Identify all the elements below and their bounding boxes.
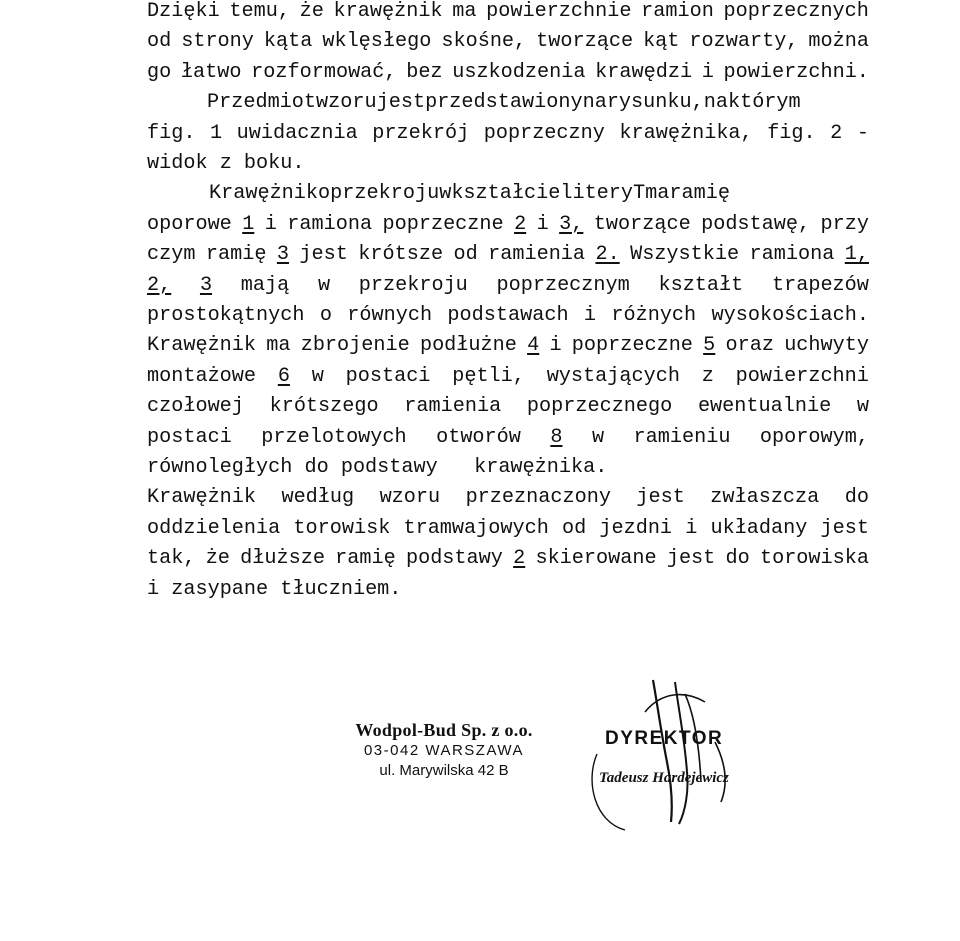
reference-numeral: 2. — [595, 243, 620, 267]
word: tworzące — [536, 30, 634, 54]
word: widok — [147, 152, 208, 175]
reference-numeral: 8 — [550, 425, 563, 449]
text-line — [147, 362, 869, 392]
word: podłużne — [419, 334, 517, 358]
word: torowiska — [759, 547, 869, 571]
word: podstawę, — [701, 212, 811, 236]
word: strony — [181, 30, 254, 54]
word: fig. — [767, 121, 816, 145]
word: 2 — [830, 121, 843, 145]
word: na — [582, 91, 607, 115]
word: postaci — [345, 364, 431, 388]
text-line — [147, 453, 869, 483]
word: i — [264, 212, 277, 236]
reference-numeral: 3, — [559, 212, 584, 236]
word: na — [703, 91, 728, 115]
word: montażowe — [147, 364, 257, 388]
text-line — [147, 392, 869, 422]
word: jest — [299, 243, 348, 267]
word: że — [299, 0, 324, 23]
stamp-postal-city: 03-042 WARSZAWA — [363, 742, 525, 759]
word: rysunku, — [606, 91, 704, 115]
reference-numeral: 5 — [703, 334, 716, 358]
word: przekroju — [330, 182, 440, 206]
word: ma — [645, 182, 670, 206]
word: oporowym, — [759, 425, 869, 449]
reference-numeral: 3 — [276, 243, 289, 267]
word: krótsze — [358, 243, 444, 267]
word: krawężnika. — [449, 456, 608, 479]
word: do — [844, 486, 869, 510]
word: i — [147, 577, 160, 601]
word: od — [453, 243, 478, 267]
word: przy — [820, 212, 869, 236]
word: ramię — [669, 182, 730, 206]
reference-numeral: 2, — [147, 273, 172, 297]
text-line — [147, 301, 869, 331]
word: temu, — [229, 0, 290, 23]
word: przekroju — [358, 273, 468, 297]
word: ramię — [335, 547, 396, 571]
word: różnych — [611, 304, 697, 327]
reference-numeral: 1 — [242, 212, 255, 236]
word: wklęsłego — [322, 30, 432, 54]
text-line — [147, 27, 869, 57]
word: krawężnika, — [619, 121, 753, 145]
word: tak, — [147, 547, 196, 571]
text-line — [147, 514, 869, 544]
word: jest — [636, 486, 685, 510]
word: w — [856, 395, 869, 419]
word: można — [808, 30, 869, 54]
word: ewentualnie — [697, 395, 832, 419]
word: ramieniu — [633, 425, 731, 449]
text-line — [147, 88, 869, 118]
word: poprzeczny — [483, 121, 605, 145]
word: powierzchnie — [486, 0, 632, 23]
word: przedstawiony — [425, 91, 583, 115]
text-line — [147, 119, 869, 149]
word: rozwarty, — [689, 30, 799, 54]
word: ma — [452, 0, 477, 23]
word: pętli, — [452, 364, 525, 388]
word: kąta — [263, 30, 313, 54]
word: krawężnik — [333, 0, 443, 23]
word: wzoru — [316, 91, 377, 115]
word: powierzchni. — [723, 60, 869, 84]
word: skośne, — [441, 30, 527, 54]
signature-stroke — [675, 682, 688, 824]
word: prostokątnych — [147, 304, 305, 327]
word: zbrojenie — [300, 334, 410, 358]
word: Krawężnik — [147, 334, 257, 358]
word: dłuższe — [240, 547, 325, 571]
word: o — [319, 304, 332, 327]
word: i — [549, 334, 562, 358]
word: ramiona — [287, 212, 373, 236]
text-line — [147, 483, 869, 513]
word: wystających — [546, 364, 680, 388]
reference-numeral: 2 — [513, 547, 526, 571]
word: oraz — [725, 334, 774, 358]
word: bez — [406, 60, 443, 84]
word: boku. — [243, 152, 305, 175]
word: z — [219, 152, 232, 175]
word: poprzecznych — [723, 0, 869, 23]
word: tworzące — [593, 212, 691, 236]
reference-numeral: 3 — [199, 273, 213, 297]
word: ramienia — [404, 395, 502, 419]
word: wysokościach. — [711, 304, 869, 327]
word: oporowe — [147, 212, 232, 236]
word: litery — [560, 182, 634, 206]
word: postaci — [147, 425, 232, 449]
text-line — [147, 575, 869, 605]
reference-numeral: 2 — [514, 212, 527, 236]
word: w — [311, 364, 324, 388]
word: uwidacznia — [236, 121, 358, 145]
word: którym — [727, 91, 801, 115]
word: czołowej — [147, 395, 244, 419]
word: torowisk — [293, 516, 391, 540]
word: kąt — [643, 30, 680, 54]
text-line — [147, 149, 869, 179]
word: jezdni — [599, 516, 673, 540]
word: przeznaczony — [465, 486, 611, 510]
word: o — [318, 182, 331, 206]
text-line — [147, 271, 869, 301]
text-line — [147, 423, 869, 453]
word: czym — [147, 243, 196, 267]
word: poprzecznego — [526, 395, 673, 419]
reference-numeral: 6 — [277, 364, 290, 388]
word: poprzeczne — [382, 212, 504, 236]
word: podstawy — [405, 547, 503, 571]
word: podstawy — [340, 456, 438, 479]
word: ma — [266, 334, 291, 358]
word: równych — [347, 304, 433, 327]
word: i — [536, 212, 549, 236]
word: do — [304, 456, 329, 479]
word: oddzielenia — [147, 516, 281, 540]
word: powierzchni — [735, 364, 869, 388]
word: do — [725, 547, 750, 571]
signature-stamp-name: Tadeusz Hardejewicz — [599, 770, 729, 786]
word: układany — [710, 516, 808, 540]
word: od — [561, 516, 587, 540]
word: ramię — [205, 243, 267, 267]
word: krótszego — [269, 395, 379, 419]
text-line — [147, 210, 869, 240]
word: - — [856, 121, 869, 145]
word: jest — [820, 516, 869, 540]
director-signature-stamp — [575, 672, 795, 832]
text-line — [147, 240, 869, 270]
text-line — [147, 544, 869, 574]
word: poprzecznym — [496, 273, 630, 297]
word: ramienia — [488, 243, 586, 267]
word: i — [701, 60, 714, 84]
word: jest — [666, 547, 716, 571]
reference-numeral: 1, — [844, 243, 869, 267]
word: z — [701, 364, 714, 388]
word: otworów — [436, 425, 521, 449]
text-line — [147, 331, 869, 361]
word: jest — [376, 91, 426, 115]
word: uszkodzenia — [452, 60, 586, 84]
word: poprzeczne — [571, 334, 693, 358]
text-line — [147, 58, 869, 88]
company-stamp — [344, 719, 544, 781]
signature-stamp-title: DYREKTOR — [605, 728, 724, 749]
word: według — [281, 486, 355, 510]
word: Wszystkie — [630, 243, 740, 267]
word: trapezów — [771, 273, 869, 297]
signature-stroke — [645, 695, 705, 712]
word: Przedmiot — [207, 91, 317, 115]
word: i — [685, 516, 698, 540]
text-line — [147, 0, 869, 27]
word: że — [205, 547, 230, 571]
word: 1 — [209, 121, 223, 145]
reference-numeral: 4 — [527, 334, 540, 358]
word: w — [591, 425, 605, 449]
word: od — [147, 30, 172, 54]
word: mają — [240, 273, 290, 297]
stamp-street: ul. Marywilska 42 B — [379, 762, 509, 779]
word: Krawężnik — [147, 486, 257, 510]
word: Dzięki — [147, 0, 220, 23]
text-line — [147, 179, 869, 209]
word: ramiona — [749, 243, 835, 267]
word: wzoru — [379, 486, 441, 510]
word: w — [317, 273, 331, 297]
word: i — [583, 304, 597, 327]
word: uchwyty — [784, 334, 869, 358]
stamp-frame-line — [592, 754, 625, 830]
word: łatwo — [180, 60, 242, 84]
word: tramwajowych — [403, 516, 549, 540]
word: podstawach — [447, 304, 569, 327]
stamp-company-name: Wodpol-Bud Sp. z o.o. — [355, 720, 533, 740]
word: kształt — [658, 273, 744, 297]
word: krawędzi — [595, 60, 693, 84]
word: fig. — [147, 121, 196, 145]
word: kształcie — [451, 182, 561, 206]
word: zasypane — [171, 577, 269, 601]
word: Krawężnik — [209, 182, 319, 206]
word: skierowane — [535, 547, 657, 571]
word: równoległych — [147, 456, 293, 479]
word: rozformować, — [251, 60, 397, 84]
word: tłuczniem. — [280, 577, 402, 601]
word: w — [439, 182, 452, 206]
word: zwłaszcza — [710, 486, 820, 510]
word: ramion — [641, 0, 714, 23]
word: go — [147, 60, 172, 84]
word: przelotowych — [261, 425, 407, 449]
word: T — [633, 182, 646, 206]
word: przekrój — [372, 121, 470, 145]
